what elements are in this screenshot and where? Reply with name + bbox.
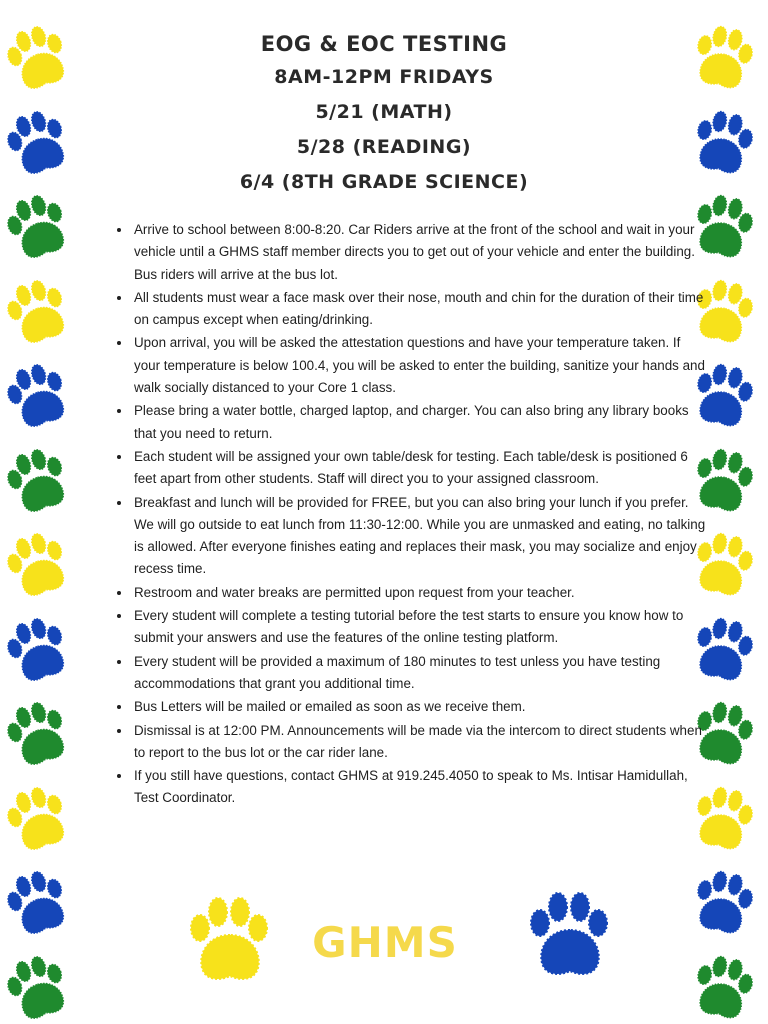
title-block <box>120 28 648 200</box>
page-title: EOG & EOC TESTING <box>260 32 508 56</box>
list-item: • If you still have questions, contact GHMS at 919.245.4050 to speak to Ms. Intisar Hamidullah, Test Coordinator. <box>132 764 708 810</box>
paw-print-icon <box>2 614 74 686</box>
rules-list <box>110 218 708 810</box>
paw-print-icon <box>2 867 74 939</box>
list-item: • Bus Letters will be mailed or emailed as soon as we receive them. <box>132 695 708 718</box>
list-item: • Every student will be provided a maximum of 180 minutes to test unless you have testing accommodations that grant you additional time. <box>132 650 708 696</box>
list-item: • Each student will be assigned your own table/desk for testing. Each table/desk is positioned 6 feet apart from other students. Staff will direct you to your assigned classroom. <box>132 445 708 491</box>
list-item: • Please bring a water bottle, charged laptop, and charger. You can also bring any library books that you need to return. <box>132 399 708 445</box>
paw-print-icon <box>2 276 74 348</box>
paw-print-icon <box>688 867 760 939</box>
paw-print-icon <box>688 107 760 179</box>
list-item: • Breakfast and lunch will be provided for FREE, but you can also bring your lunch if you prefer. We will go outside to eat lunch from 11:30-12:00. While you are unmasked and eating, no talking is allowed. After everyone finishes eating and replaces their mask, you may socialize and enjoy recess time. <box>132 491 708 581</box>
paw-print-icon <box>2 445 74 517</box>
paw-print-icon <box>2 698 74 770</box>
school-logo-text: GHMS <box>312 918 458 967</box>
schedule-line: 8AM-12PM FRIDAYS <box>274 66 494 88</box>
list-item: • Dismissal is at 12:00 PM. Announcements will be made via the intercom to direct students when to report to the bus lot or the car rider lane. <box>132 719 708 765</box>
list-item: • Restroom and water breaks are permitted upon request from your teacher. <box>132 581 708 604</box>
paw-print-icon <box>520 882 620 988</box>
paw-print-icon <box>688 952 760 1024</box>
math-date: 5/21 (MATH) <box>315 101 453 123</box>
paw-print-icon <box>180 890 280 990</box>
list-item: • Arrive to school between 8:00-8:20. Car Riders arrive at the front of the school and wait in your vehicle until a GHMS staff member directs you to get out of your vehicle and enter the building. Bus riders will arrive at the bus lot. <box>132 218 708 286</box>
science-date: 6/4 (8TH GRADE SCIENCE) <box>239 171 529 193</box>
paw-print-icon <box>2 191 74 263</box>
paw-print-icon <box>688 22 760 94</box>
paw-print-icon <box>2 360 74 432</box>
paw-print-icon <box>2 107 74 179</box>
list-item: • Every student will complete a testing tutorial before the test starts to ensure you know how to submit your answers and use the features of the online testing platform. <box>132 604 708 650</box>
list-item: • Upon arrival, you will be asked the attestation questions and have your temperature taken. If your temperature is below 100.4, you will be asked to enter the building, sanitize your hands and walk socially distanced to your Core 1 class. <box>132 331 708 399</box>
paw-print-icon <box>2 22 74 94</box>
paw-print-icon <box>2 783 74 855</box>
reading-date: 5/28 (READING) <box>296 136 472 158</box>
list-item: • All students must wear a face mask over their nose, mouth and chin for the duration of their time on campus except when eating/drinking. <box>132 286 708 332</box>
paw-print-icon <box>2 529 74 601</box>
paw-print-icon <box>2 952 74 1024</box>
